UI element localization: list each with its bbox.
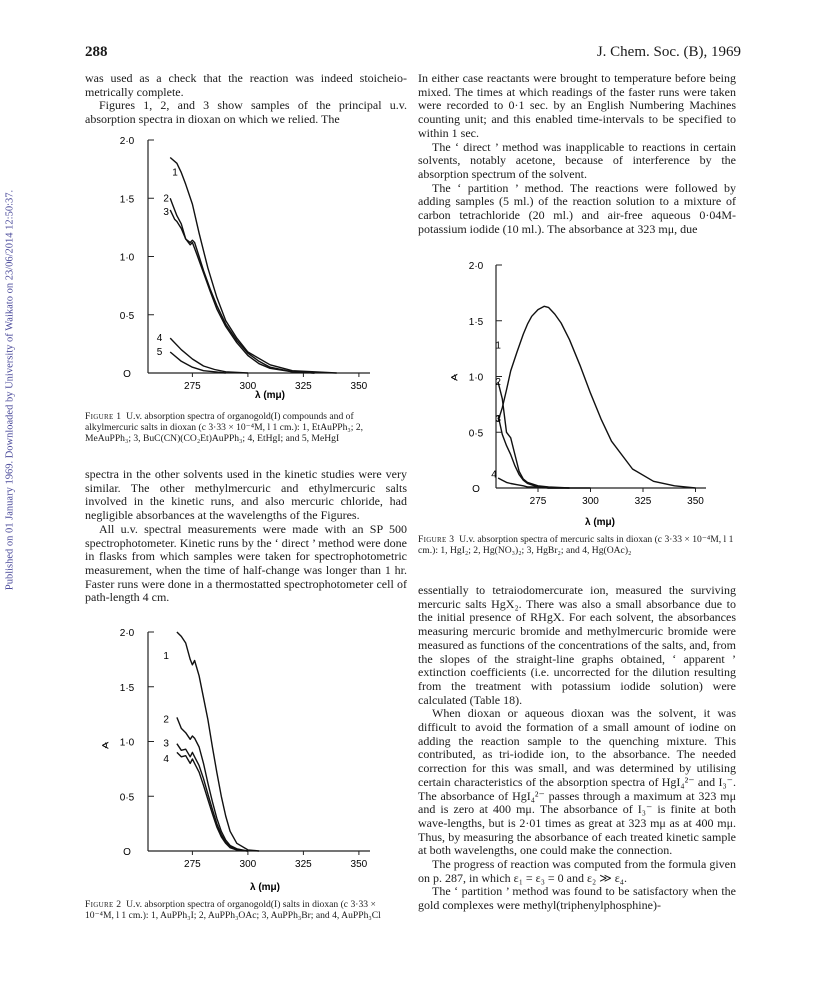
figure-1-caption [85,411,407,444]
journal-header: J. Chem. Soc. (B), 1969 [596,44,741,60]
y-tick-label: 0·5 [119,792,135,804]
x-tick-label: 275 [184,381,201,392]
caption-text: U.v. absorption spectra of organogold(I) compounds and of alkylmercuric salts in dioxan (c 3·33 × 10⁻⁴M, l 1 cm.): 1, EtAuPPh₃; 2, MeAuPPh₃; 3, BuC(CN)(CO₂Et)AuPPh₃; 4, EtHgI; and 5, MeHgI [85,411,364,444]
x-tick-label: 300 [582,496,599,507]
y-axis-label: ∢ [101,741,110,752]
y-tick-label: O [123,847,131,858]
series-label-3: 3 [163,738,169,750]
y-tick-label: 1·0 [468,372,484,384]
series-label-3: 3 [495,413,501,425]
figure-1 [85,130,415,410]
series-line-1 [177,632,259,851]
right-text-bottom [418,584,736,913]
series-line-2 [170,198,314,373]
paragraph: essentially to tetraiodomercurate ion, measured the surviving mercuric salts HgX₂. There was also a small absorbance due to the initial presence of RHgX. For each solvent, the absorbances measuring mercuric bromide and methylmercuric bromide were measured as functions of the concentrations of the salts, and, from the slopes of the straight-line graphs obtained, ‘ apparent ’ extinction coefficients (i.e. uncorrected for the dilution resulting from the treatment with potassium iodide solution) were calculated (Table 18). [418,583,736,707]
series-label-4: 4 [491,469,497,481]
y-tick-label: 1·0 [119,252,135,264]
series-label-5: 5 [156,347,163,359]
paragraph: All u.v. spectral measurements were made with an SP 500 spectrophotometer. Kinetic runs by the ‘ direct ’ method were done in flasks from which samples were taken for spectrophotometric measurement, when the time of half-change was longer than 1 hr. Faster runs were done in a thermostatted spectrophotometer cell of path-length 4 cm. [85,521,407,605]
y-tick-label: 0·5 [468,428,484,440]
paragraph: was used as a check that the reaction was indeed stoicheio-metrically complete. [85,71,407,99]
left-text-top [85,72,407,127]
paragraph: When dioxan or aqueous dioxan was the solvent, it was difficult to avoid the formation of a small amount of iodine on adding the reaction sample to the quenching mixture. This contributed, as tri-iodide ion, to the absorbance. The needed correction for this was small, and was determined by utilising certain characteristics of the absorption spectra of HgI₄²⁻ and I₃⁻. The absorbance of HgI₄²⁻ passes through a maximum at 323 mμ and is zero at 400 mμ. The absorbance of I₃⁻ is finite at both wave-lengths, but is 2·01 times as great at 323 mμ as at 400 mμ. Thus, by measuring the absorbance of each treated kinetic sample at both wavelengths, one could make the connection. [418,706,736,858]
x-tick-label: 275 [529,496,547,507]
x-tick-label: 325 [634,496,652,507]
series-line-3 [170,210,314,373]
series-line-2 [498,382,590,488]
x-tick-label: 350 [350,381,368,392]
y-tick-label: 1·0 [119,737,135,749]
figure-2 [85,622,415,900]
series-line-3 [498,416,569,489]
x-axis-label: λ (mμ) [249,882,281,893]
x-axis-label: λ (mμ) [584,517,616,527]
y-tick-label: 1·5 [468,316,484,328]
series-label-2: 2 [163,714,169,726]
paragraph: The ‘ partition ’ method was found to be satisfactory when the gold complexes were methyl(triphenylphosphine)- [418,884,736,913]
series-label-1: 1 [172,167,178,179]
x-tick-label: 325 [295,859,312,870]
series-line-2 [177,717,248,851]
y-tick-label: O [123,369,131,380]
figure-3-caption [418,534,738,556]
axes [496,265,706,488]
series-label-2: 2 [163,193,169,205]
x-tick-label: 300 [239,859,257,870]
caption-text: U.v. absorption spectra of organogold(I) salts in dioxan (c 3·33 × 10⁻⁴M, l 1 cm.): 1, AuPPh₃I; 2, AuPPh₃OAc; 3, AuPPh₃Br; and 4, AuPPh₃Cl [85,899,381,921]
series-label-1: 1 [163,651,169,663]
left-text-mid [85,468,407,605]
figure-3 [418,255,738,527]
figure-2-caption [85,899,407,921]
series-label-1: 1 [495,340,501,352]
series-label-4: 4 [163,754,169,766]
x-tick-label: 300 [239,381,257,392]
series-line-4 [170,338,248,373]
series-line-1 [498,306,695,488]
x-tick-label: 325 [295,381,312,392]
y-tick-label: 2·0 [119,136,135,147]
paragraph: spectra in the other solvents used in the kinetic studies were very similar. The other methylmercuric and ethylmercuric salts involved in the kinetic runs, and also mercuric chloride, had negligible absorbances at the wavelengths of the Figures. [85,467,407,523]
series-line-4 [498,478,569,488]
y-tick-label: 2·0 [468,261,484,272]
series-line-1 [170,158,337,374]
series-label-4: 4 [156,333,163,345]
y-tick-label: 1·5 [119,194,135,206]
y-axis-label: ∢ [450,373,459,384]
y-tick-label: 1·5 [119,682,135,694]
x-tick-label: 350 [350,859,368,870]
paragraph: The ‘ direct ’ method was inapplicable to reactions in certain solvents, notably acetone, because of interference by the absorption spectrum of the solvent. [418,139,736,181]
series-label-2: 2 [495,377,501,389]
paragraph: Figures 1, 2, and 3 show samples of the principal u.v. absorption spectra in dioxan on which we relied. The [85,98,407,127]
x-axis-label: λ (mμ) [254,390,286,401]
download-notice: Published on 01 January 1969. Downloaded by University of Waikato on 23/06/2014 12:50:37. [4,189,16,591]
caption-label: Figure 1 [85,411,122,422]
axes [148,632,370,851]
series-label-3: 3 [163,207,169,219]
paragraph: The progress of reaction was computed from the formula given on p. 287, in which ε₁ = ε₃ = 0 and ε₂ ≫ ε₄. [418,857,736,885]
paragraph: The ‘ partition ’ method. The reactions were followed by adding samples (5 ml.) of the reaction solution to a mixture of carbon tetrachloride (20 ml.) and air-free aqueous 0·04M-potassium iodide (10 ml.). The absorbance at 323 mμ, due [418,180,736,236]
right-text-top [418,72,736,236]
y-tick-label: 2·0 [119,628,135,639]
y-tick-label: O [472,484,480,495]
y-tick-label: 0·5 [119,310,135,322]
axes [148,140,370,373]
paragraph: In either case reactants were brought to temperature before being mixed. The times at which readings of the faster runs were taken were recorded to 0·1 sec. by an English Numbering Machines counting unit; and this enabled time-intervals to be specified to within 1 sec. [418,71,736,140]
x-tick-label: 350 [687,496,704,507]
caption-label: Figure 2 [85,899,122,910]
page-number: 288 [85,44,108,60]
caption-text: U.v. absorption spectra of mercuric salts in dioxan (c 3·33 × 10⁻⁴M, l 1 cm.): 1, HgI₂; 2, Hg(NO₃)₂; 3, HgBr₂; and 4, Hg(OAc)₂ [418,534,734,556]
caption-label: Figure 3 [418,534,455,545]
x-tick-label: 275 [184,859,201,870]
